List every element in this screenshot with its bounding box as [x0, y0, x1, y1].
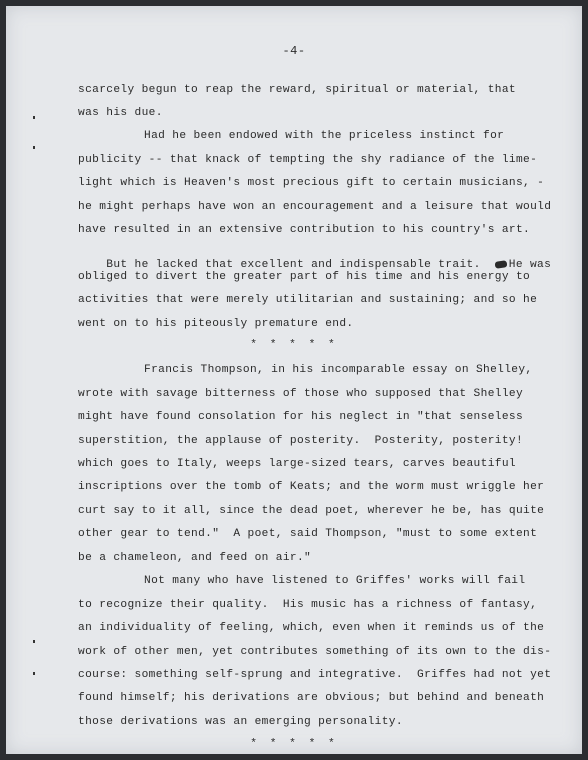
typewritten-page: [6, 6, 582, 754]
page-number: -4-: [282, 44, 306, 58]
text-line: be a chameleon, and feed on air.": [78, 552, 312, 564]
text-line: activities that were merely utilitarian and sustaining; and so he: [78, 294, 538, 306]
text-line: curt say to it all, since the dead poet, wherever he be, has quite: [78, 505, 545, 517]
punch-mark: [33, 116, 35, 119]
text-line: wrote with savage bitterness of those who supposed that Shelley: [78, 388, 524, 400]
text-line: scarcely begun to reap the reward, spiritual or material, that: [78, 84, 516, 96]
paragraph-start: Francis Thompson, in his incomparable essay on Shelley,: [144, 364, 533, 376]
paragraph-start: Had he been endowed with the priceless instinct for: [144, 130, 505, 142]
paragraph-start: Not many who have listened to Griffes' works will fail: [144, 575, 526, 587]
ink-scribble-correction: [494, 260, 507, 269]
text-line: to recognize their quality. His music has a richness of fantasy,: [78, 599, 538, 611]
punch-mark: [33, 146, 35, 149]
text-line: superstition, the applause of posterity. Posterity, posterity!: [78, 435, 524, 447]
text-fragment: He was: [508, 259, 552, 271]
punch-mark: [33, 672, 35, 675]
text-line: obliged to divert the greater part of his time and his energy to: [78, 271, 531, 283]
text-line: might have found consolation for his neglect in "that senseless: [78, 411, 524, 423]
text-line: course: something self-sprung and integrative. Griffes had not yet: [78, 669, 552, 681]
section-separator: * * * * *: [250, 738, 338, 750]
text-line: publicity -- that knack of tempting the shy radiance of the lime-: [78, 154, 538, 166]
text-line: work of other men, yet contributes something of its own to the dis-: [78, 646, 552, 658]
text-line: was his due.: [78, 107, 163, 119]
text-line: he might perhaps have won an encouragement and a leisure that would: [78, 201, 552, 213]
text-line: those derivations was an emerging personality.: [78, 716, 403, 728]
section-separator: * * * * *: [250, 339, 338, 351]
punch-mark: [33, 640, 35, 643]
text-line: which goes to Italy, weeps large-sized tears, carves beautiful: [78, 458, 516, 470]
text-line: inscriptions over the tomb of Keats; and the worm must wriggle her: [78, 481, 545, 493]
text-line: other gear to tend." A poet, said Thompson, "must to some extent: [78, 528, 538, 540]
text-line: went on to his piteously premature end.: [78, 318, 354, 330]
text-line: found himself; his derivations are obvious; but behind and beneath: [78, 692, 545, 704]
text-fragment: But he lacked that excellent and indispensable trait.: [106, 259, 481, 271]
text-line: light which is Heaven's most precious gift to certain musicians, -: [78, 177, 545, 189]
text-line: an individuality of feeling, which, even when it reminds us of the: [78, 622, 545, 634]
text-line: have resulted in an extensive contribution to his country's art.: [78, 224, 531, 236]
